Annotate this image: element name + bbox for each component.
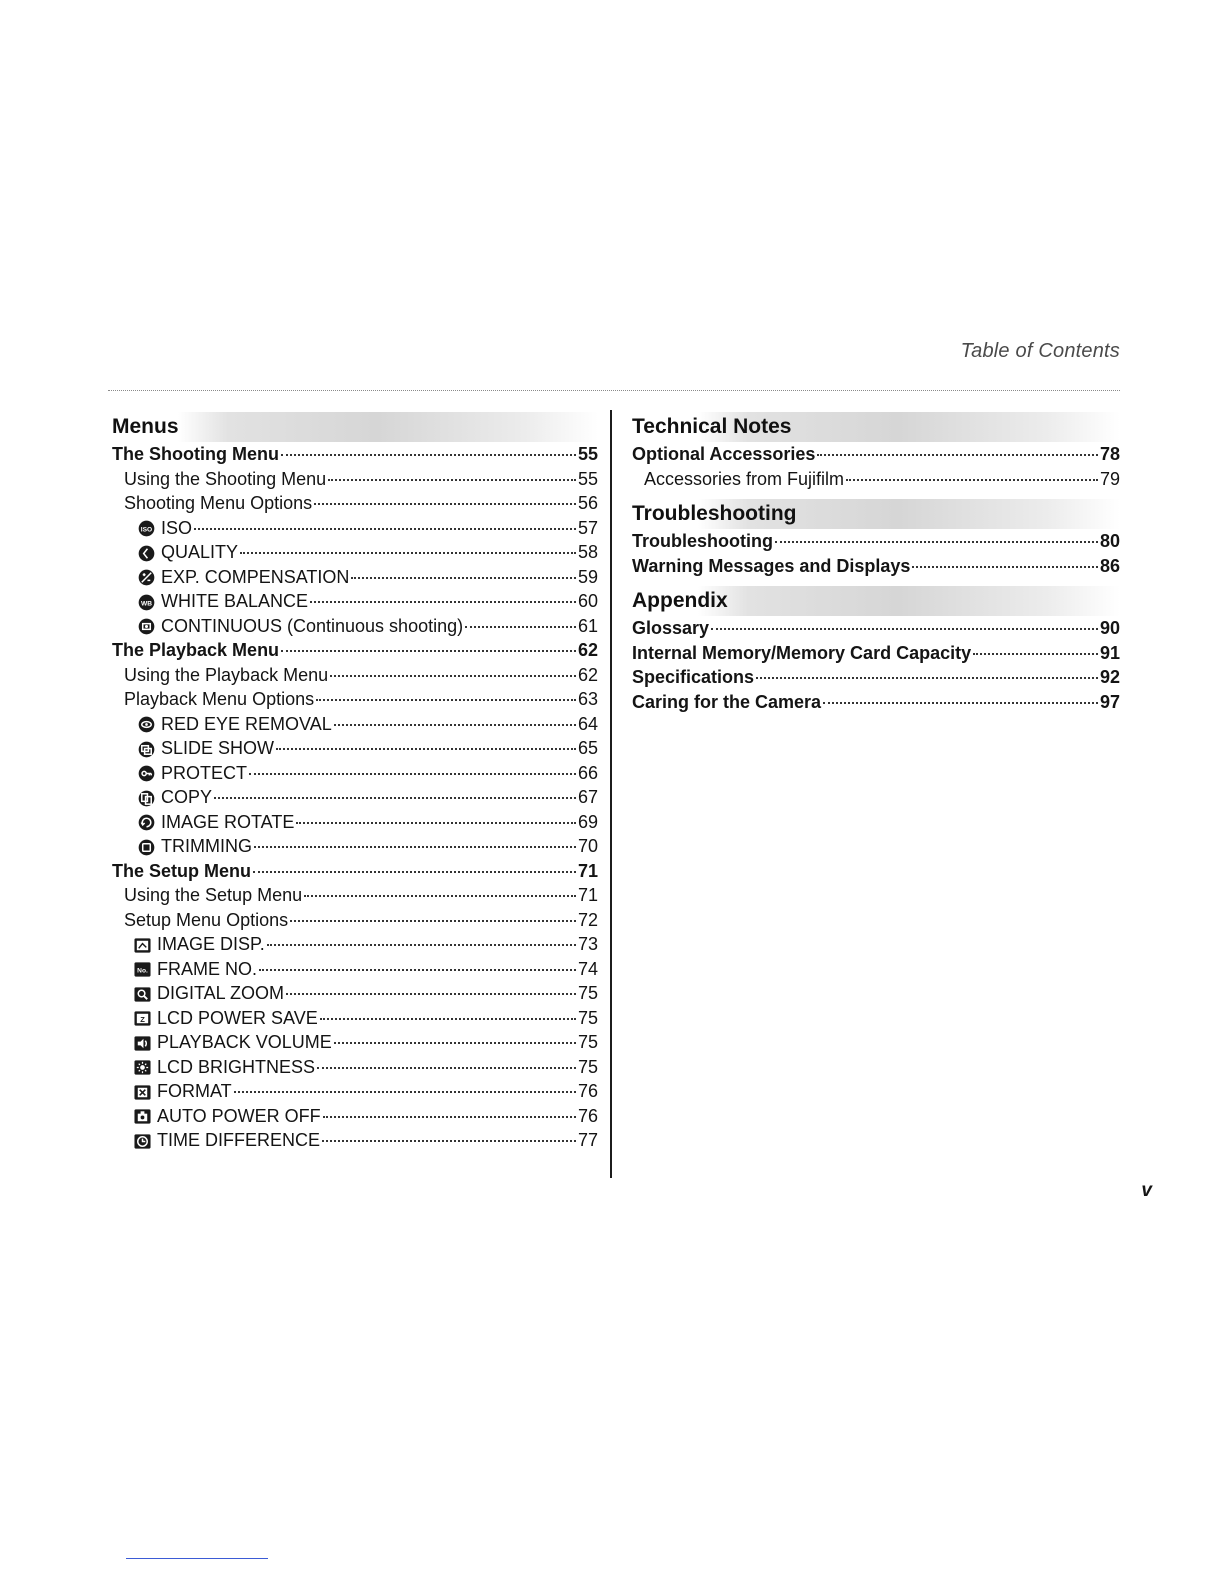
toc-entry-label: Using the Setup Menu	[124, 885, 303, 905]
exp-compensation-icon	[138, 568, 155, 585]
toc-entry-page: 70	[577, 836, 598, 856]
toc-entry[interactable]	[108, 834, 598, 859]
dot-leader	[276, 748, 576, 750]
svg-text:WB: WB	[140, 600, 153, 608]
toc-entry[interactable]	[108, 687, 598, 712]
section-heading: Troubleshooting	[628, 499, 1120, 529]
toc-entry-page: 56	[577, 493, 598, 513]
toc-entry[interactable]	[108, 540, 598, 565]
toc-entry[interactable]	[108, 1128, 598, 1153]
quality-icon	[138, 544, 155, 561]
toc-entry-label: Optional Accessories	[632, 444, 816, 464]
toc-entry-label: IMAGE DISP.	[157, 934, 265, 954]
toc-entry-label: TRIMMING	[161, 836, 252, 856]
toc-entry-page: 91	[1099, 642, 1120, 663]
toc-entry-label: LCD POWER SAVE	[157, 1007, 318, 1028]
toc-entry[interactable]	[108, 981, 598, 1006]
toc-entry-label: WHITE BALANCE	[161, 591, 309, 611]
toc-entry-page: 77	[577, 1130, 598, 1150]
toc-left-column	[108, 412, 598, 1161]
protect-icon	[138, 764, 155, 781]
toc-entry-page: 58	[577, 542, 598, 562]
section-heading: Technical Notes	[628, 412, 1120, 442]
toc-entry-page: 72	[577, 909, 598, 930]
toc-entry-label: Caring for the Camera	[632, 691, 822, 712]
iso-icon	[138, 519, 155, 536]
toc-entry[interactable]	[108, 1030, 598, 1055]
toc-entry-page: 55	[577, 444, 598, 464]
toc-entry-label: Playback Menu Options	[124, 689, 315, 709]
toc-entry[interactable]	[108, 1006, 598, 1031]
digital-zoom-icon	[134, 985, 151, 1002]
toc-entry-label: TIME DIFFERENCE	[157, 1130, 321, 1150]
toc-entry-label: The Setup Menu	[112, 860, 251, 881]
red-eye-removal-icon	[138, 715, 155, 732]
toc-entry-page: 61	[577, 615, 598, 636]
dot-leader	[322, 1140, 576, 1142]
toc-entry-page: 63	[577, 689, 598, 709]
toc-entry[interactable]	[108, 712, 598, 737]
toc-entry-label: Shooting Menu Options	[124, 493, 313, 513]
dot-leader	[465, 626, 576, 628]
dot-leader	[254, 846, 576, 848]
toc-entry-label: Using the Playback Menu	[124, 664, 329, 685]
toc-entry-label: The Shooting Menu	[112, 444, 279, 464]
toc-entry-page: 86	[1099, 555, 1120, 576]
image-rotate-icon	[138, 813, 155, 830]
toc-entry-page: 76	[577, 1105, 598, 1126]
toc-entry-page: 76	[577, 1081, 598, 1101]
toc-entry-label: LCD BRIGHTNESS	[157, 1056, 316, 1077]
white-balance-icon	[138, 593, 155, 610]
svg-text:No.: No.	[137, 967, 148, 975]
svg-text:Z: Z	[140, 1015, 145, 1025]
toc-entry-page: 75	[577, 1032, 598, 1052]
playback-volume-icon	[134, 1034, 151, 1051]
toc-entry-page: 75	[577, 1056, 598, 1077]
toc-entry-label: PROTECT	[161, 762, 248, 783]
toc-entry[interactable]	[108, 859, 598, 884]
toc-entry-page: 75	[577, 1007, 598, 1028]
dot-leader	[281, 454, 576, 456]
toc-entry-label: Using the Shooting Menu	[124, 468, 327, 489]
toc-entry[interactable]	[108, 663, 598, 688]
toc-entry-page: 78	[1099, 444, 1120, 464]
toc-entry-page: 64	[577, 713, 598, 734]
dot-leader	[310, 601, 576, 603]
toc-entry-page: 69	[577, 811, 598, 832]
toc-entry-label: Internal Memory/Memory Card Capacity	[632, 642, 972, 663]
toc-entry-page: 57	[577, 517, 598, 538]
toc-entry[interactable]	[628, 641, 1120, 666]
toc-entry[interactable]	[108, 589, 598, 614]
dot-leader	[296, 822, 576, 824]
dot-leader	[214, 797, 576, 799]
toc-entry-label: EXP. COMPENSATION	[161, 566, 350, 587]
column-divider	[610, 410, 612, 1178]
toc-entry-page: 79	[1099, 468, 1120, 489]
dot-leader	[249, 773, 576, 775]
dot-leader	[259, 969, 576, 971]
toc-entry-label: Warning Messages and Displays	[632, 555, 911, 576]
toc-entry[interactable]	[108, 1079, 598, 1104]
dot-leader	[330, 675, 576, 677]
toc-entry-label: DIGITAL ZOOM	[157, 983, 285, 1003]
toc-entry[interactable]	[628, 529, 1120, 554]
toc-entry[interactable]	[108, 638, 598, 663]
toc-entry[interactable]	[108, 442, 598, 467]
toc-entry-page: 71	[577, 860, 598, 881]
toc-entry[interactable]	[628, 690, 1120, 715]
toc-entry[interactable]	[108, 932, 598, 957]
trimming-icon	[138, 838, 155, 855]
toc-entry[interactable]	[108, 1055, 598, 1080]
dot-leader	[281, 650, 576, 652]
toc-entry[interactable]	[108, 565, 598, 590]
toc-entry-label: PLAYBACK VOLUME	[157, 1032, 332, 1052]
toc-entry[interactable]	[108, 761, 598, 786]
dot-leader	[314, 503, 576, 505]
toc-entry[interactable]	[628, 616, 1120, 641]
toc-section-menus	[108, 412, 598, 1153]
toc-entry-page: 80	[1099, 531, 1120, 551]
dot-leader	[846, 479, 1098, 481]
page-number: v	[1141, 1180, 1152, 1201]
toc-entry-label: RED EYE REMOVAL	[161, 713, 332, 734]
continuous-icon	[138, 617, 155, 634]
copy-icon	[138, 789, 155, 806]
dot-leader	[316, 699, 576, 701]
dot-leader	[234, 1091, 576, 1093]
toc-entry[interactable]	[628, 665, 1120, 690]
toc-entry-label: Specifications	[632, 667, 755, 687]
dot-leader	[328, 479, 576, 481]
toc-section-appendix	[628, 586, 1120, 714]
dot-leader	[817, 454, 1098, 456]
dot-leader	[973, 653, 1098, 655]
dot-leader	[286, 993, 576, 995]
dot-leader	[334, 1042, 576, 1044]
toc-entry[interactable]	[108, 491, 598, 516]
toc-entry[interactable]	[628, 554, 1120, 579]
toc-entry[interactable]	[108, 516, 598, 541]
toc-entry[interactable]	[108, 467, 598, 492]
dot-leader	[334, 724, 576, 726]
toc-entry[interactable]	[108, 957, 598, 982]
svg-text:ISO: ISO	[140, 526, 153, 534]
running-header: Table of Contents	[960, 340, 1120, 362]
toc-right-column	[628, 412, 1120, 722]
dot-leader	[320, 1018, 576, 1020]
frame-no-icon	[134, 960, 151, 977]
toc-entry-page: 55	[577, 468, 598, 489]
toc-entry[interactable]	[108, 883, 598, 908]
dot-leader	[756, 677, 1098, 679]
dot-leader	[290, 920, 576, 922]
section-heading: Menus	[108, 412, 598, 442]
toc-entry-label: Setup Menu Options	[124, 909, 289, 930]
toc-entry-label: IMAGE ROTATE	[161, 811, 295, 832]
lcd-power-save-icon	[134, 1009, 151, 1026]
toc-entry[interactable]	[108, 810, 598, 835]
dot-leader	[304, 895, 576, 897]
toc-entry-label: Troubleshooting	[632, 531, 773, 551]
dot-leader	[912, 566, 1098, 568]
toc-entry-page: 66	[577, 762, 598, 783]
dot-leader	[253, 871, 576, 873]
toc-entry-page: 74	[577, 958, 598, 979]
dot-leader	[317, 1067, 576, 1069]
time-difference-icon	[134, 1132, 151, 1149]
toc-entry[interactable]	[108, 614, 598, 639]
toc-entry[interactable]	[108, 785, 598, 810]
format-icon	[134, 1083, 151, 1100]
dot-leader	[240, 552, 576, 554]
toc-entry-page: 90	[1099, 618, 1120, 638]
toc-entry-label: CONTINUOUS (Continuous shooting)	[161, 615, 464, 636]
toc-entry-page: 73	[577, 934, 598, 954]
toc-entry[interactable]	[108, 1104, 598, 1129]
dot-leader	[775, 541, 1098, 543]
toc-entry-page: 59	[577, 566, 598, 587]
header-divider	[108, 390, 1120, 391]
toc-entry-page: 67	[577, 787, 598, 807]
toc-entry-page: 65	[577, 738, 598, 758]
footer-link-underline	[126, 1558, 268, 1559]
auto-power-off-icon	[134, 1107, 151, 1124]
toc-entry-page: 62	[577, 664, 598, 685]
dot-leader	[267, 944, 576, 946]
toc-entry[interactable]	[628, 467, 1120, 492]
dot-leader	[351, 577, 576, 579]
toc-entry-page: 75	[577, 983, 598, 1003]
toc-entry-page: 92	[1099, 667, 1120, 687]
dot-leader	[823, 702, 1098, 704]
toc-entry[interactable]	[108, 736, 598, 761]
toc-entry-page: 71	[577, 885, 598, 905]
toc-entry-label: SLIDE SHOW	[161, 738, 275, 758]
toc-entry-label: QUALITY	[161, 542, 239, 562]
toc-entry-page: 62	[577, 640, 598, 660]
toc-entry-label: FRAME NO.	[157, 958, 258, 979]
dot-leader	[711, 628, 1098, 630]
toc-entry[interactable]	[108, 908, 598, 933]
slide-show-icon	[138, 740, 155, 757]
toc-entry-label: ISO	[161, 517, 193, 538]
toc-entry-page: 60	[577, 591, 598, 611]
image-disp-icon	[134, 936, 151, 953]
lcd-brightness-icon	[134, 1058, 151, 1075]
toc-entry-page: 97	[1099, 691, 1120, 712]
toc-entry-label: Accessories from Fujifilm	[644, 468, 845, 489]
toc-section-technical-notes	[628, 412, 1120, 491]
dot-leader	[194, 528, 576, 530]
toc-section-troubleshooting	[628, 499, 1120, 578]
section-heading: Appendix	[628, 586, 1120, 616]
dot-leader	[323, 1116, 576, 1118]
toc-entry-label: FORMAT	[157, 1081, 232, 1101]
toc-entry[interactable]	[628, 442, 1120, 467]
toc-entry-label: AUTO POWER OFF	[157, 1105, 321, 1126]
toc-entry-label: COPY	[161, 787, 213, 807]
toc-entry-label: The Playback Menu	[112, 640, 280, 660]
toc-entry-label: Glossary	[632, 618, 710, 638]
